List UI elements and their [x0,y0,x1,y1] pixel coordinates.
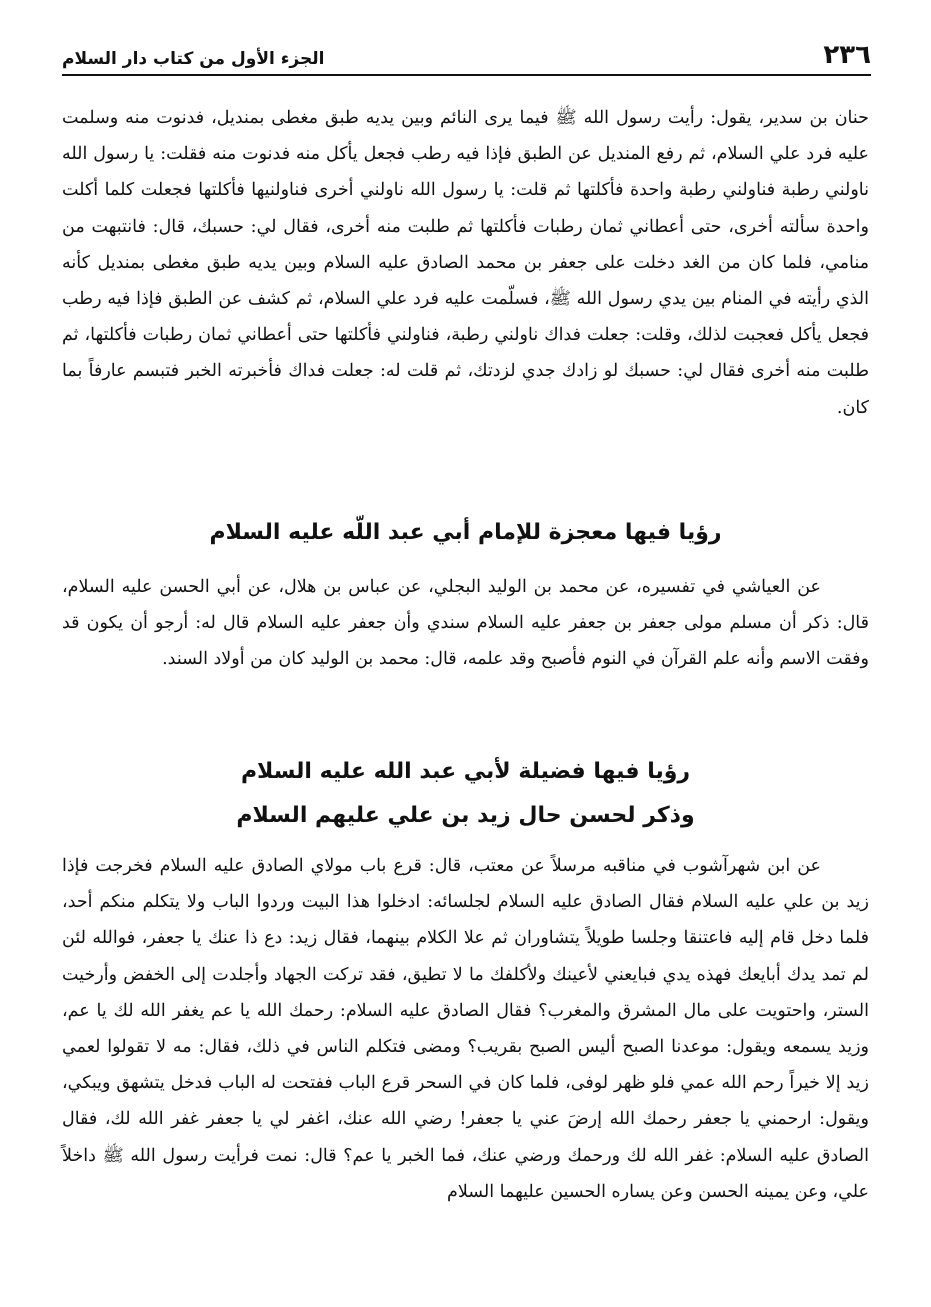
section-heading-virtue-line1: رؤيا فيها فضيلة لأبي عبد الله عليه السلام [240,759,691,784]
page-number: ٢٣٦ [823,40,871,70]
section-heading-virtue-line2: وذكر لحسن حال زيد بن علي عليهم السلام [236,803,695,828]
book-title: الجزء الأول من كتاب دار السلام [62,49,325,69]
section-heading-miracle: رؤيا فيها معجزة للإمام أبي عبد اللّه عليه السلام [209,520,722,545]
section-heading-virtue [40,750,891,838]
running-header [62,30,871,76]
paragraph-zayd: عن ابن شهرآشوب في مناقبه مرسلاً عن معتب، قال: قرع باب مولاي الصادق عليه السلام فخرجت فإذا زيد بن علي عليه السلام فقال الصادق عليه السلام لجلسائه: ادخلوا هذا البيت وردوا الباب ولا يتكلم منكم أحد، فلما دخل قام إليه فاعتنقا وجلسا طويلاً يتشاوران ثم علا الكلام بينهما، فقال زيد: دع ذا عنك يا جعفر، فوالله لئن لم تمد يدك أبايعك فهذه يدي فبايعني لأعينك ولأكلفك ما لا تطيق، فقد تركت الجهاد وأجلدت إلى الخفض وأرخيت الستر، واحتويت على مال المشرق والمغرب؟ فقال الصادق عليه السلام: رحمك الله يا عم يغفر الله لك يا عم، وزيد يسمعه ويقول: موعدنا الصبح أليس الصبح بقريب؟ ومضى فتكلم الناس في ذلك، فقال: مه لا تقولوا لعمي زيد إلا خيراً رحم الله عمي فلو ظهر لوفى، فلما كان في السحر قرع الباب ففتحت له الباب فدخل يتشهق ويبكي، ويقول: ارحمني يا جعفر رحمك الله إرضَ عني يا جعفر! رضي الله عنك، اغفر لي يا جعفر غفر الله لك، فقال الصادق عليه السلام: غفر الله لك ورحمك ورضي عنك، فما الخبر يا عم؟ قال: نمت فرأيت رسول الله ﷺ داخلاً علي، وعن يمينه الحسن وعن يساره الحسين عليهما السلام [62,856,869,1202]
paragraph-dream-dates: حنان بن سدير، يقول: رأيت رسول الله ﷺ فيما يرى النائم وبين يديه طبق مغطى بمنديل، فدنوت منه وسلمت عليه فرد علي السلام، ثم رفع المنديل عن الطبق فإذا فيه رطب فجعل يأكل منه فدنوت منه فقلت: يا رسول الله ناولني رطبة فناولني رطبة واحدة فأكلتها ثم قلت: يا رسول الله ناولني أخرى فناولنيها فأكلتها فجعلت كلما أكلت واحدة سألته أخرى، حتى أعطاني ثمان رطبات فأكلتها ثم طلبت منه أخرى، فقال لي: حسبك، قال: فانتبهت من منامي، فلما كان من الغد دخلت على جعفر بن محمد الصادق عليه السلام وبين يديه طبق مغطى بمنديل كأنه الذي رأيته في المنام بين يدي رسول الله ﷺ، فسلّمت عليه فرد علي السلام، ثم كشف عن الطبق فإذا فيه رطب فجعل يأكل فعجبت لذلك، وقلت: جعلت فداك ناولني رطبة، فناولني فأكلتها حتى أعطاني ثمان رطبات فأكلتها، ثم طلبت منه أخرى فقال لي: حسبك لو زادك جدي لزدتك، ثم قلت له: جعلت فداك فأخبرته الخبر فتبسم عارفاً بما كان. [62,108,869,418]
paragraph-ayyashi: عن العياشي في تفسيره، عن محمد بن الوليد البجلي، عن عباس بن هلال، عن أبي الحسن عليه السلام، قال: ذكر أن مسلم مولى جعفر بن جعفر عليه السلام سندي وأن جعفر عليه السلام قال له: أرجو أن يكون قد وفقت الاسم وأنه علم القرآن في النوم فأصبح وقد علمه، قال: محمد بن الوليد كان من أولاد السند. [62,577,869,670]
